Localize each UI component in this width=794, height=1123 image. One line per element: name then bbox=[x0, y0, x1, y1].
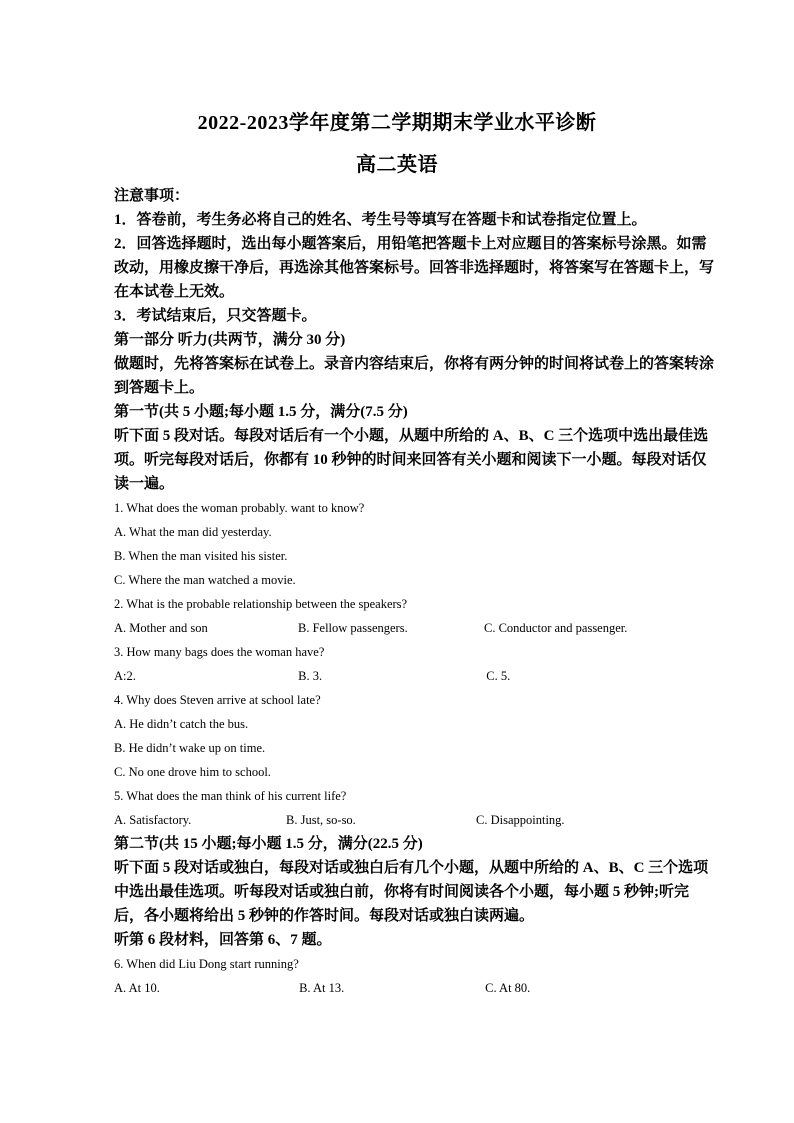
notice-item-1: 1．答卷前，考生务必将自己的姓名、考生号等填写在答题卡和试卷指定位置上。 bbox=[114, 212, 647, 228]
exam-content bbox=[114, 184, 714, 1000]
question-5-option-c: C. Disappointing. bbox=[476, 813, 565, 827]
question-5-option-b: B. Just, so-so. bbox=[286, 813, 356, 827]
question-2-option-b: B. Fellow passengers. bbox=[298, 621, 408, 635]
section1-heading: 第一节(共 5 小题;每小题 1.5 分，满分(7.5 分) bbox=[114, 404, 408, 420]
question-6-option-b: B. At 13. bbox=[299, 981, 345, 995]
question-1-stem: 1. What does the woman probably. want to know? bbox=[114, 501, 365, 515]
part1-heading: 第一部分 听力(共两节，满分 30 分) bbox=[114, 332, 346, 348]
question-1-option-a: A. What the man did yesterday. bbox=[114, 525, 272, 539]
part1-instruction: 做题时，先将答案标在试卷上。录音内容结束后，你将有两分钟的时间将试卷上的答案转涂到答题卡上。 bbox=[114, 356, 715, 396]
question-3-options bbox=[114, 664, 714, 688]
exam-subtitle: 高二英语 bbox=[356, 154, 438, 176]
question-2-stem: 2. What is the probable relationship between the speakers? bbox=[114, 597, 408, 611]
question-1-option-b: B. When the man visited his sister. bbox=[114, 549, 288, 563]
section2-material-note: 听第 6 段材料，回答第 6、7 题。 bbox=[114, 932, 332, 948]
question-2-option-a: A. Mother and son bbox=[114, 621, 208, 635]
question-3-option-b: B. 3. bbox=[298, 669, 323, 683]
question-5-option-a: A. Satisfactory. bbox=[114, 813, 192, 827]
question-3-stem: 3. How many bags does the woman have? bbox=[114, 645, 325, 659]
section2-heading: 第二节(共 15 小题;每小题 1.5 分，满分(22.5 分) bbox=[114, 836, 423, 852]
question-4-option-a: A. He didn’t catch the bus. bbox=[114, 717, 249, 731]
question-5-options bbox=[114, 808, 714, 832]
question-5-stem: 5. What does the man think of his current life? bbox=[114, 789, 347, 803]
question-4-option-b: B. He didn’t wake up on time. bbox=[114, 741, 266, 755]
notice-item-3: 3．考试结束后，只交答题卡。 bbox=[114, 308, 317, 324]
exam-title: 2022-2023学年度第二学期期末学业水平诊断 bbox=[197, 112, 597, 134]
question-6-options bbox=[114, 976, 714, 1000]
question-4-stem: 4. Why does Steven arrive at school late? bbox=[114, 693, 321, 707]
question-2-options bbox=[114, 616, 714, 640]
section2-instruction: 听下面 5 段对话或独白，每段对话或独白后有几个小题，从题中所给的 A、B、C 三个选项中选出最佳选项。听每段对话或独白前，你将有时间阅读各个小题，每小题 5 秒钟;听完后，各小题将给出 5 秒钟的作答时间。每段对话或独白读两遍。 bbox=[114, 860, 709, 924]
question-6-option-c: C. At 80. bbox=[485, 981, 531, 995]
notice-heading: 注意事项： bbox=[114, 188, 190, 204]
question-1-option-c: C. Where the man watched a movie. bbox=[114, 573, 296, 587]
question-6-stem: 6. When did Liu Dong start running? bbox=[114, 957, 299, 971]
question-4-option-c: C. No one drove him to school. bbox=[114, 765, 271, 779]
notice-item-2: 2．回答选择题时，选出每小题答案后，用铅笔把答题卡上对应题目的答案标号涂黑。如需改动，用橡皮擦干净后，再选涂其他答案标号。回答非选择题时，将答案写在答题卡上，写在本试卷上无效。 bbox=[114, 236, 715, 300]
question-3-option-c: C. 5. bbox=[486, 669, 511, 683]
question-2-option-c: C. Conductor and passenger. bbox=[484, 621, 628, 635]
section1-instruction: 听下面 5 段对话。每段对话后有一个小题，从题中所给的 A、B、C 三个选项中选出最佳选项。听完每段对话后，你都有 10 秒钟的时间来回答有关小题和阅读下一小题。每段对话仅读一遍。 bbox=[114, 428, 709, 492]
question-3-option-a: A:2. bbox=[114, 669, 136, 683]
question-6-option-a: A. At 10. bbox=[114, 981, 160, 995]
